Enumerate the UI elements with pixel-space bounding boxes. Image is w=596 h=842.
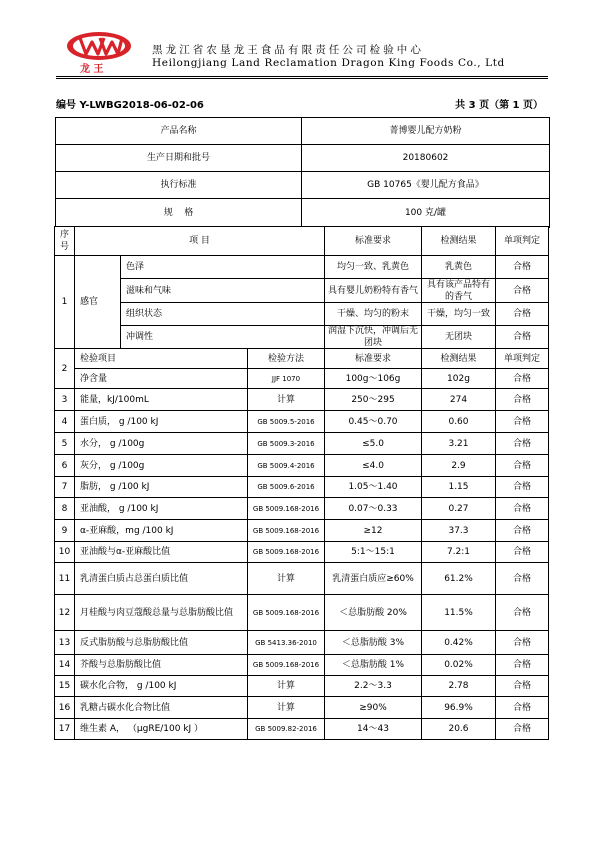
row-item: 脂肪， g /100 kJ: [74, 476, 248, 498]
row-judgement: 合格: [495, 675, 549, 697]
subheader-item: 检验项目: [74, 348, 248, 369]
sensory-result: 具有该产品特有的香气: [421, 278, 496, 303]
row-seq: 9: [54, 519, 75, 542]
row-method: GB 5009.168-2016: [247, 497, 325, 520]
row-requirement: 250～295: [324, 388, 422, 411]
info-row: [56, 172, 550, 199]
sensory-requirement: 均匀一致、乳黄色: [324, 255, 422, 279]
row-result: 61.2%: [421, 562, 496, 595]
row-item: 反式脂肪酸与总脂肪酸比值: [74, 630, 248, 655]
sensory-group: 感官: [74, 255, 121, 349]
sensory-judgement: 合格: [495, 302, 549, 326]
row-judgement: 合格: [495, 368, 549, 389]
row-item: 月桂酸与肉豆蔻酸总量与总脂肪酸比值: [74, 594, 248, 631]
row-method: GB 5009.168-2016: [247, 594, 325, 631]
subheader-result: 检测结果: [421, 348, 496, 369]
row-requirement: 14～43: [324, 718, 422, 740]
row-judgement: 合格: [495, 519, 549, 542]
row-method: 计算: [247, 675, 325, 697]
row-result: 0.42%: [421, 630, 496, 655]
info-row: [56, 199, 550, 228]
row-item: 碳水化合物， g /100 kJ: [74, 675, 248, 697]
row-judgement: 合格: [495, 432, 549, 455]
row-requirement: ≤4.0: [324, 454, 422, 477]
inspection-table: [55, 117, 550, 228]
header-requirement: 标准要求: [324, 226, 422, 256]
row-method: GB 5009.168-2016: [247, 519, 325, 542]
header-rule-2: [56, 78, 548, 79]
row-requirement: ≥12: [324, 519, 422, 542]
row-seq: 17: [54, 718, 75, 740]
row-result: 3.21: [421, 432, 496, 455]
row-result: 0.27: [421, 497, 496, 520]
row-result: 102g: [421, 368, 496, 389]
section-2-seq: 2: [54, 348, 75, 389]
row-method: GB 5009.4-2016: [247, 454, 325, 477]
sensory-requirement: 具有婴儿奶粉特有香气: [324, 278, 422, 303]
row-requirement: 0.45～0.70: [324, 410, 422, 433]
page-indicator: 共 3 页（第 1 页）: [455, 100, 543, 111]
row-judgement: 合格: [495, 454, 549, 477]
document-number: 编号 Y-LWBG2018-06-02-06: [56, 100, 204, 111]
row-judgement: 合格: [495, 410, 549, 433]
inspection-grid: [55, 227, 549, 759]
info-label: 生产日期和批号: [56, 145, 302, 172]
row-seq: 14: [54, 654, 75, 676]
row-judgement: 合格: [495, 562, 549, 595]
row-seq: 5: [54, 432, 75, 455]
row-item: 乳糖占碳水化合物比值: [74, 696, 248, 719]
row-judgement: 合格: [495, 594, 549, 631]
info-row: [56, 118, 550, 145]
row-judgement: 合格: [495, 696, 549, 719]
row-requirement: 100g～106g: [324, 368, 422, 389]
row-judgement: 合格: [495, 497, 549, 520]
company-name-en: Heilongjiang Land Reclamation Dragon King Foods Co., Ltd: [152, 57, 505, 69]
row-item: 能量，kJ/100mL: [74, 388, 248, 411]
row-result: 2.9: [421, 454, 496, 477]
sensory-item: 组织状态: [120, 302, 325, 326]
logo-text: 龙 王: [80, 64, 104, 75]
sensory-requirement: 润湿下沉快，冲调后无团块: [324, 325, 422, 349]
row-judgement: 合格: [495, 630, 549, 655]
row-item: 亚油酸与α-亚麻酸比值: [74, 541, 248, 563]
subheader-requirement: 标准要求: [324, 348, 422, 369]
row-item: 乳清蛋白质占总蛋白质比值: [74, 562, 248, 595]
header-seq: 序号: [54, 226, 75, 256]
row-result: 96.9%: [421, 696, 496, 719]
row-method: GB 5009.6-2016: [247, 476, 325, 498]
header-result: 检测结果: [421, 226, 496, 256]
info-value: 20180602: [302, 145, 550, 172]
header-item: 项 目: [74, 226, 325, 256]
row-result: 0.60: [421, 410, 496, 433]
info-value: 100 克/罐: [302, 199, 550, 228]
row-requirement: ＜总脂肪酸 1%: [324, 654, 422, 676]
row-judgement: 合格: [495, 654, 549, 676]
row-requirement: 乳清蛋白质应≥60%: [324, 562, 422, 595]
sensory-result: 乳黄色: [421, 255, 496, 279]
company-name-cn: 黑龙江省农垦龙王食品有限责任公司检验中心: [152, 44, 424, 56]
row-result: 20.6: [421, 718, 496, 740]
row-result: 7.2:1: [421, 541, 496, 563]
row-result: 1.15: [421, 476, 496, 498]
info-value: 菁博婴儿配方奶粉: [302, 118, 550, 145]
row-method: GB 5009.168-2016: [247, 541, 325, 563]
row-requirement: 2.2～3.3: [324, 675, 422, 697]
sensory-item: 色泽: [120, 255, 325, 279]
row-method: JJF 1070: [247, 368, 325, 389]
row-seq: 6: [54, 454, 75, 477]
row-item: 芥酸与总脂肪酸比值: [74, 654, 248, 676]
sensory-item: 滋味和气味: [120, 278, 325, 303]
row-seq: 4: [54, 410, 75, 433]
row-method: 计算: [247, 388, 325, 411]
row-method: GB 5009.3-2016: [247, 432, 325, 455]
row-method: 计算: [247, 562, 325, 595]
row-judgement: 合格: [495, 718, 549, 740]
row-judgement: 合格: [495, 476, 549, 498]
header-rule: [56, 76, 548, 77]
header-judgement: 单项判定: [495, 226, 549, 256]
row-result: 37.3: [421, 519, 496, 542]
subheader-judgement: 单项判定: [495, 348, 549, 369]
row-seq: 13: [54, 630, 75, 655]
sensory-item: 冲调性: [120, 325, 325, 349]
row-requirement: ≤5.0: [324, 432, 422, 455]
row-item: 净含量: [74, 368, 248, 389]
sensory-judgement: 合格: [495, 278, 549, 303]
row-requirement: ＜总脂肪酸 3%: [324, 630, 422, 655]
sensory-judgement: 合格: [495, 255, 549, 279]
row-seq: 16: [54, 696, 75, 719]
sensory-result: 无团块: [421, 325, 496, 349]
sensory-requirement: 干燥、均匀的粉末: [324, 302, 422, 326]
row-item: 水分， g /100g: [74, 432, 248, 455]
row-seq: 15: [54, 675, 75, 697]
row-result: 274: [421, 388, 496, 411]
row-result: 11.5%: [421, 594, 496, 631]
row-item: 亚油酸， g /100 kJ: [74, 497, 248, 520]
info-value: GB 10765《婴儿配方食品》: [302, 172, 550, 199]
row-method: GB 5413.36-2010: [247, 630, 325, 655]
row-seq: 3: [54, 388, 75, 411]
row-result: 0.02%: [421, 654, 496, 676]
row-requirement: 0.07～0.33: [324, 497, 422, 520]
row-item: 蛋白质， g /100 kJ: [74, 410, 248, 433]
row-seq: 10: [54, 541, 75, 563]
row-method: GB 5009.168-2016: [247, 654, 325, 676]
sensory-judgement: 合格: [495, 325, 549, 349]
row-method: GB 5009.5-2016: [247, 410, 325, 433]
sensory-result: 干燥，均匀一致: [421, 302, 496, 326]
subheader-method: 检验方法: [247, 348, 325, 369]
row-item: 灰分， g /100g: [74, 454, 248, 477]
sensory-seq: 1: [54, 255, 75, 349]
row-requirement: ≥90%: [324, 696, 422, 719]
row-item: 维生素 A， （μgRE/100 kJ ）: [74, 718, 248, 740]
row-method: 计算: [247, 696, 325, 719]
row-seq: 11: [54, 562, 75, 595]
row-item: α-亚麻酸，mg /100 kJ: [74, 519, 248, 542]
row-requirement: ＜总脂肪酸 20%: [324, 594, 422, 631]
info-label: 执行标准: [56, 172, 302, 199]
row-judgement: 合格: [495, 541, 549, 563]
row-judgement: 合格: [495, 388, 549, 411]
info-label: 产品名称: [56, 118, 302, 145]
row-requirement: 1.05～1.40: [324, 476, 422, 498]
row-seq: 7: [54, 476, 75, 498]
row-method: GB 5009.82-2016: [247, 718, 325, 740]
info-row: [56, 145, 550, 172]
row-seq: 8: [54, 497, 75, 520]
row-requirement: 5:1～15:1: [324, 541, 422, 563]
row-seq: 12: [54, 594, 75, 631]
info-label: 规 格: [56, 199, 302, 228]
row-result: 2.78: [421, 675, 496, 697]
